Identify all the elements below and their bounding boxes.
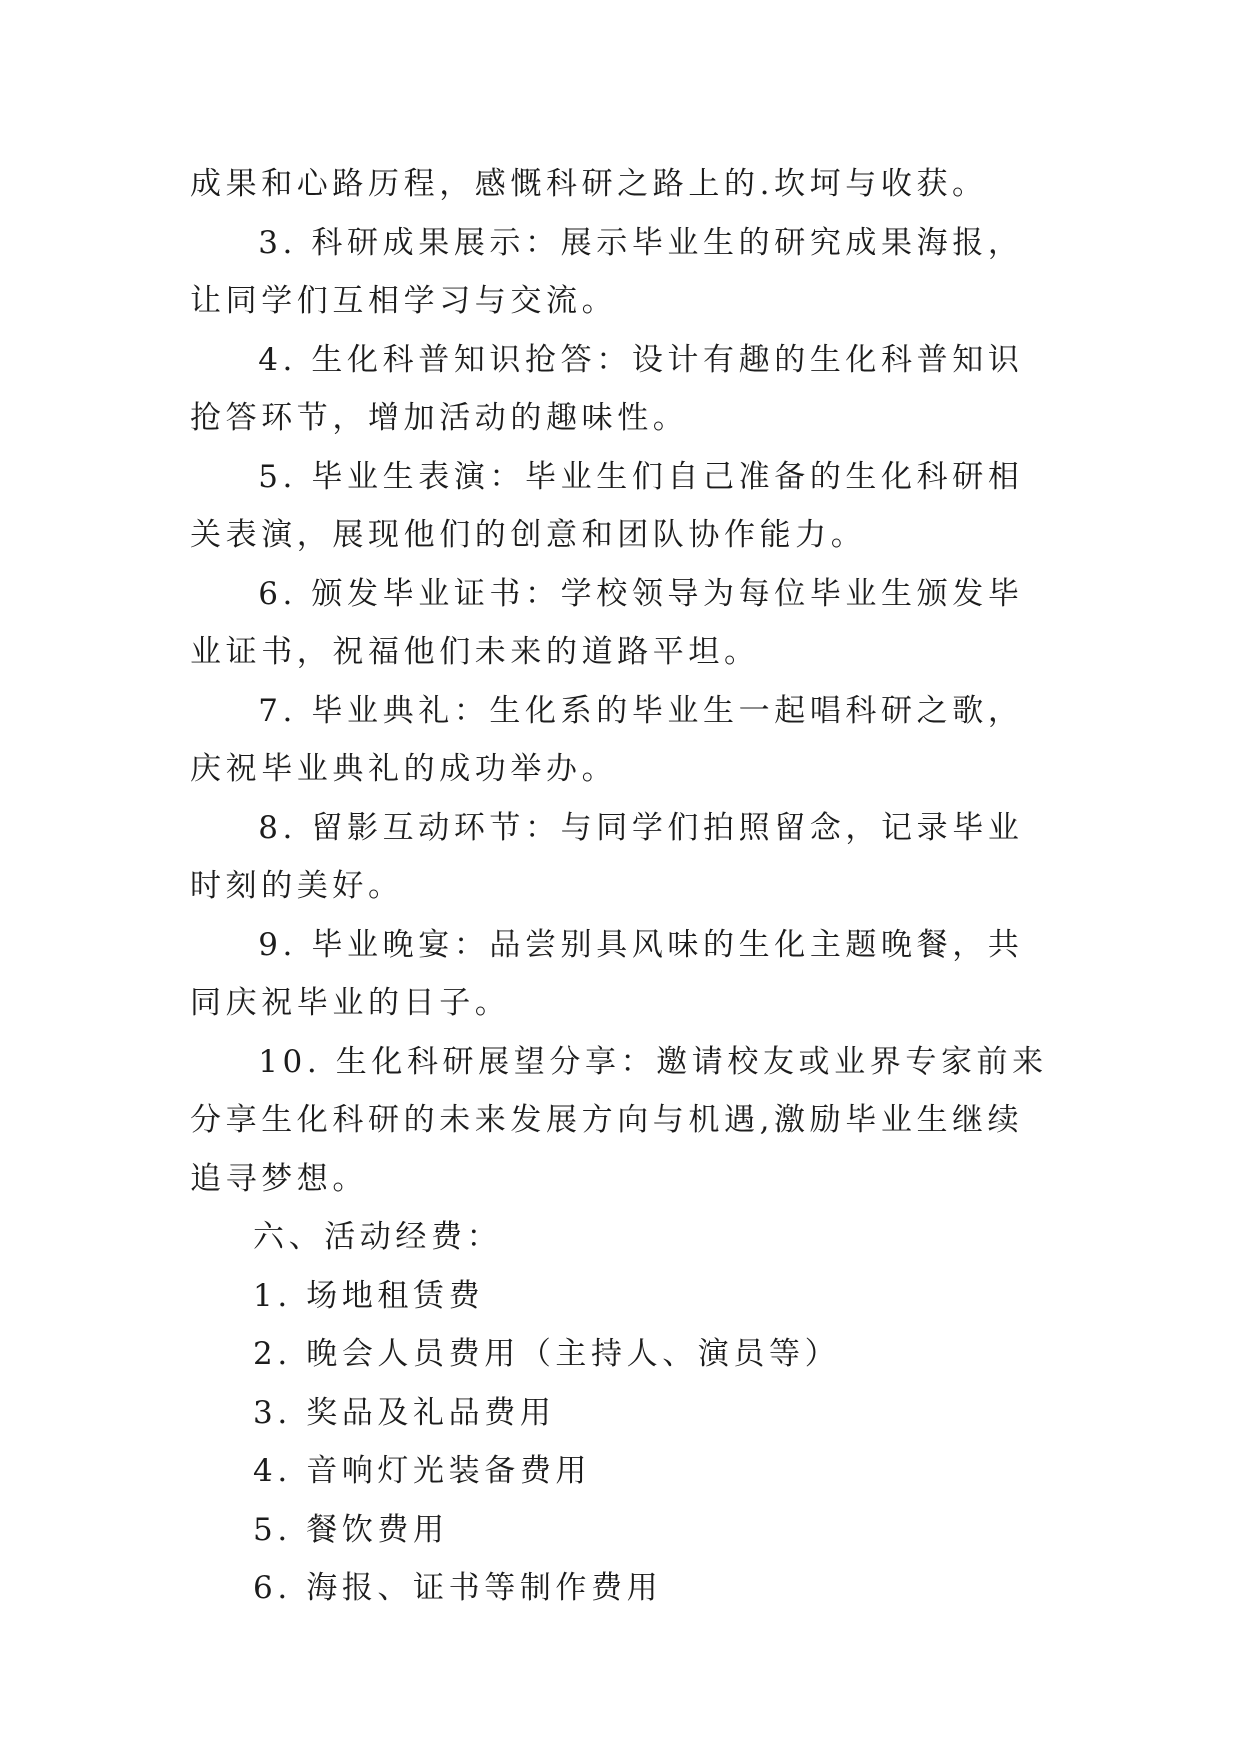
paragraph-item-7: 7. 毕业典礼：生化系的毕业生一起唱科研之歌，庆祝毕业典礼的成功举办。 <box>190 692 1024 787</box>
paragraph-item-4: 4. 生化科普知识抢答：设计有趣的生化科普知识抢答环节，增加活动的趣味性。 <box>190 341 1024 436</box>
paragraph-item-6: 6. 颁发毕业证书：学校领导为每位毕业生颁发毕业证书，祝福他们未来的道路平坦。 <box>190 575 1024 670</box>
expense-item: 4. 音响灯光装备费用 <box>253 1453 592 1489</box>
paragraph-item-10: 10. 生化科研展望分享：邀请校友或业界专家前来分享生化科研的未来发展方向与机遇,激励毕业生继续追寻梦想。 <box>190 1043 1048 1197</box>
paragraph-item-9: 9. 毕业晚宴：品尝别具风味的生化主题晚餐，共同庆祝毕业的日子。 <box>190 926 1024 1021</box>
expense-item: 5. 餐饮费用 <box>253 1511 449 1548</box>
paragraph-item-5: 5. 毕业生表演：毕业生们自己准备的生化科研相关表演，展现他们的创意和团队协作能力。 <box>190 458 1024 553</box>
expense-item: 1. 场地租赁费 <box>253 1277 485 1314</box>
expense-item: 3. 奖品及礼品费用 <box>253 1394 556 1431</box>
expense-item: 6. 海报、证书等制作费用 <box>253 1570 663 1606</box>
expense-item: 2. 晚会人员费用（主持人、演员等） <box>253 1336 841 1372</box>
paragraph-item-3: 3. 科研成果展示：展示毕业生的研究成果海报，让同学们互相学习与交流。 <box>190 224 1024 319</box>
document-body <box>190 155 1050 1618</box>
paragraph-item-8: 8. 留影互动环节：与同学们拍照留念，记录毕业时刻的美好。 <box>190 809 1024 904</box>
paragraph-continuation: 成果和心路历程，感慨科研之路上的.坎坷与收获。 <box>190 166 988 202</box>
section-heading-expenses: 六、活动经费： <box>253 1219 503 1255</box>
